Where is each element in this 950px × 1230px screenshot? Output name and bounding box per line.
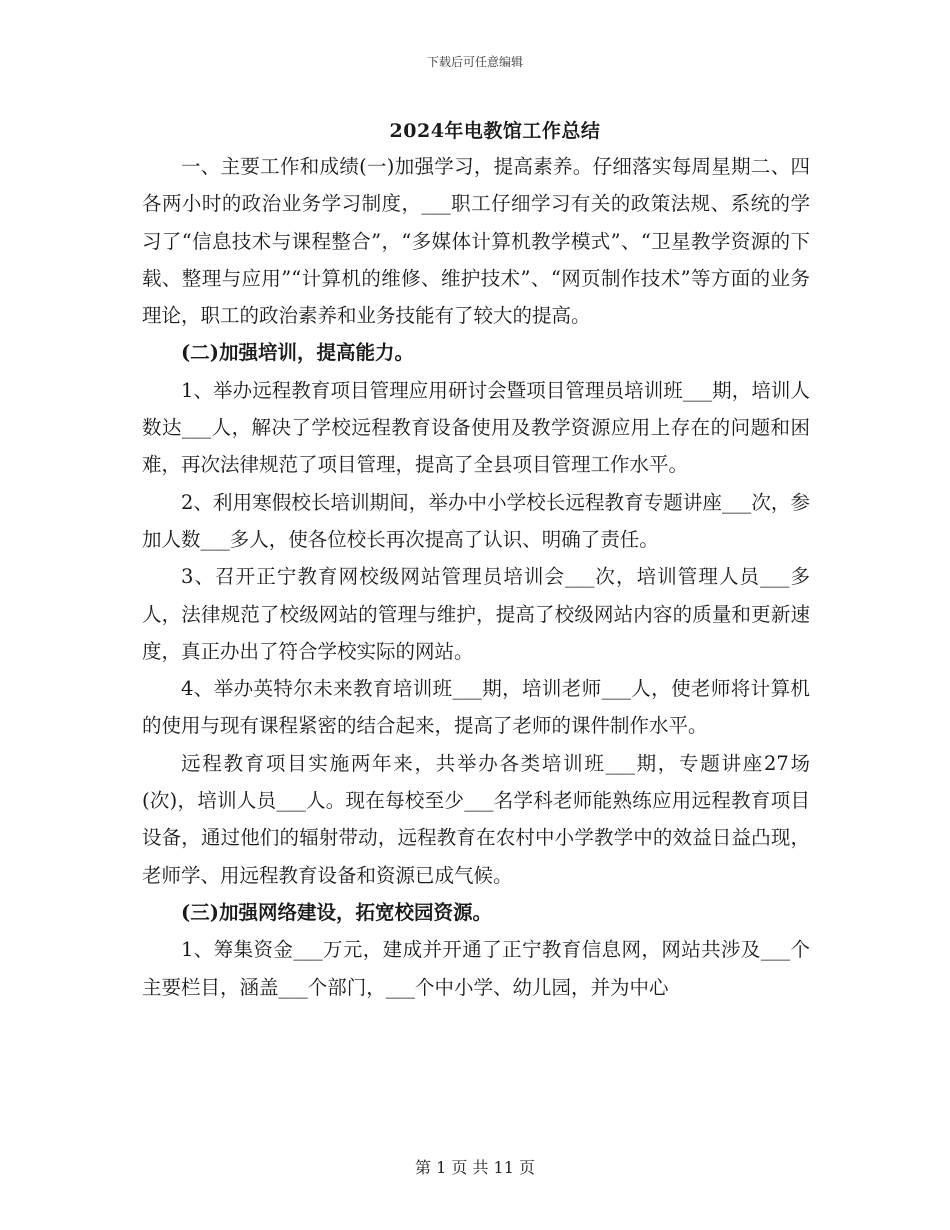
paragraph-training-summary: 远程教育项目实施两年来，共举办各类培训班___期，专题讲座27场(次)，培训人员___人。现在每校至少___名学科老师能熟练应用远程教育项目设备，通过他们的辐射带动，远程教育在农村中小学教学中的效益日益凸现，老师学、用远程教育设备和资源已成气候。: [142, 751, 810, 887]
paragraph-training-item-4: 4、举办英特尔未来教育培训班___期，培训老师___人，使老师将计算机的使用与现有课程紧密的结合起来，提高了老师的课件制作水平。: [142, 677, 810, 738]
document-title: 2024年电教馆工作总结: [389, 120, 601, 142]
section-heading-network: (三)加强网络建设，拓宽校园资源。: [181, 900, 492, 924]
paragraph-training-item-2: 2、利用寒假校长培训期间，举办中小学校长远程教育专题讲座___次，参加人数___多人，使各位校长再次提高了认识、明确了责任。: [142, 490, 810, 551]
page-number: 第 1 页 共 11 页: [415, 1158, 535, 1177]
paragraph-training-item-3: 3、召开正宁教育网校级网站管理员培训会___次，培训管理人员___多人，法律规范了校级网站的管理与维护，提高了校级网站内容的质量和更新速度，真正办出了符合学校实际的网站。: [142, 565, 810, 663]
page-header-note: 下载后可任意编辑: [426, 55, 523, 69]
paragraph-network-item-1: 1、筹集资金___万元，建成并开通了正宁教育信息网，网站共涉及___个主要栏目，涵盖___个部门，___个中小学、幼儿园，并为中心: [142, 938, 810, 999]
paragraph-main-achievements: 一、主要工作和成绩(一)加强学习，提高素养。仔细落实每周星期二、四各两小时的政治业务学习制度，___职工仔细学习有关的政策法规、系统的学习了“信息技术与课程整合”，“多媒体计算机教学模式”、“卫星教学资源的下载、整理与应用”“计算机的维修、维护技术”、“网页制作技术”等方面的业务理论，职工的政治素养和业务技能有了较大的提高。: [142, 155, 810, 328]
section-heading-training: (二)加强培训，提高能力。: [181, 341, 414, 365]
document-body: [142, 148, 810, 1006]
paragraph-training-item-1: 1、举办远程教育项目管理应用研讨会暨项目管理员培训班___期，培训人数达___人，解决了学校远程教育设备使用及教学资源应用上存在的问题和困难，再次法律规范了项目管理，提高了全县项目管理工作水平。: [142, 378, 810, 477]
